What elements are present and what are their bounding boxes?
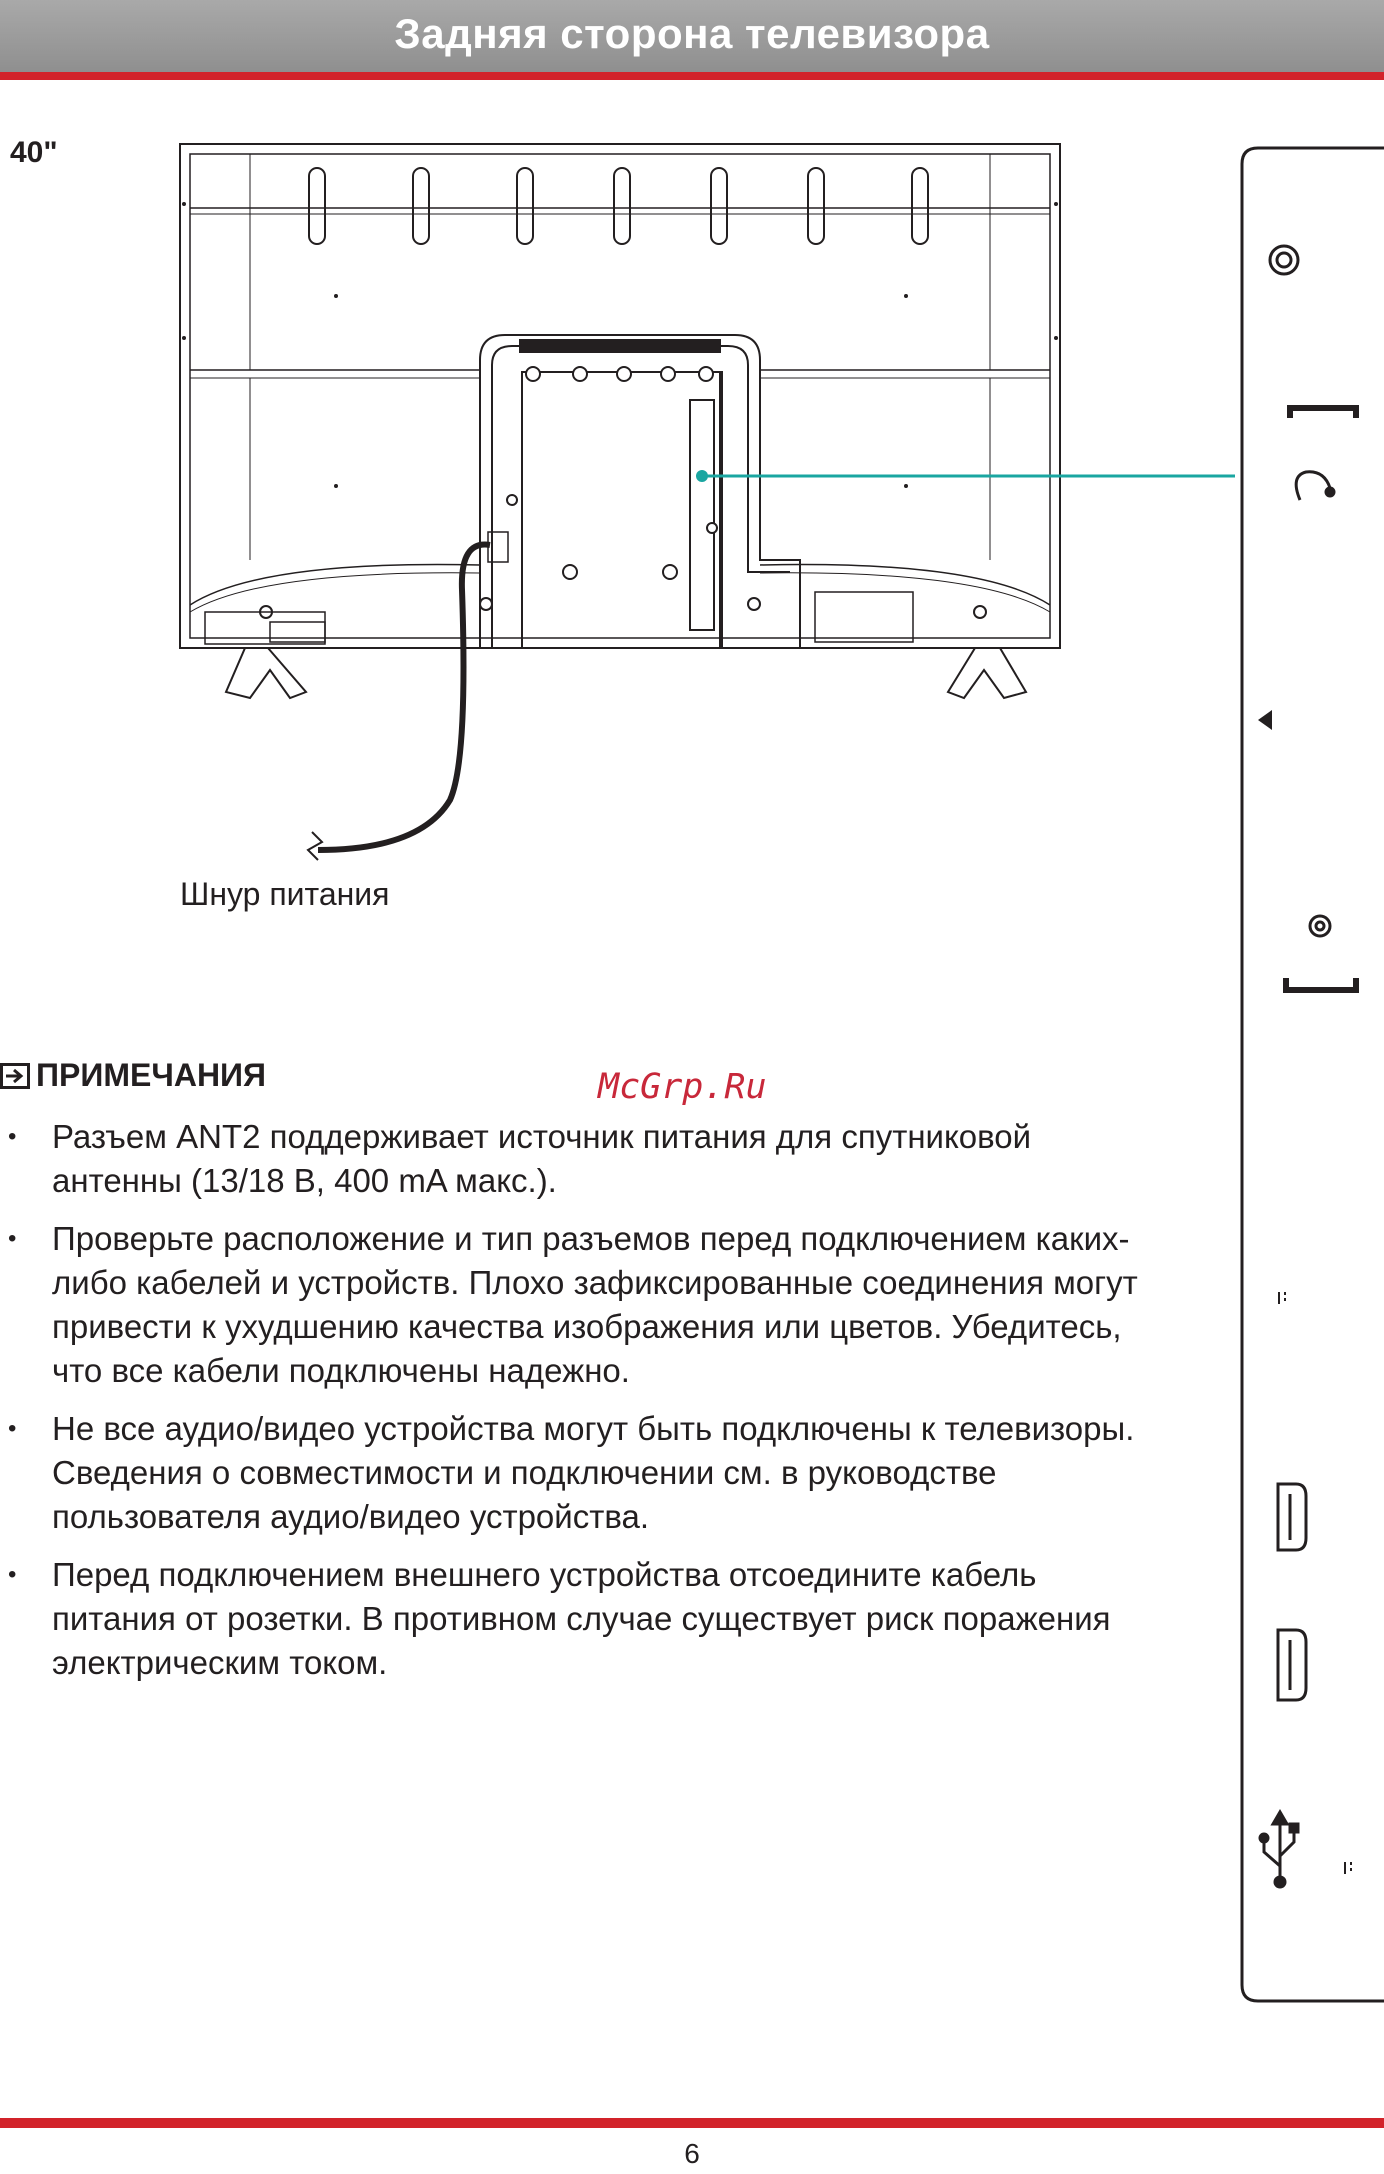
list-item [0, 1553, 1160, 1685]
list-item [0, 1407, 1160, 1539]
vesa-slots [309, 168, 928, 244]
bracket-bottom-icon [1286, 978, 1356, 990]
list-item [0, 1217, 1160, 1393]
side-connector-panel [1242, 148, 1384, 2001]
note-text: Перед подключением внешнего устройства отсоедините кабель питания от розетки. В противном случае существует риск поражения электрическим током. [52, 1556, 1111, 1681]
speaker-boxes [205, 592, 913, 644]
tv-stands [226, 648, 1026, 698]
notes-list [0, 1115, 1160, 1699]
page-number: 6 [684, 2138, 700, 2169]
list-item [0, 1115, 1160, 1203]
notes-heading-text: ПРИМЕЧАНИЯ [36, 1057, 267, 1093]
notes-heading [0, 1057, 266, 1094]
small-marks [1278, 1292, 1352, 1874]
page-title: Задняя сторона телевизора [394, 10, 990, 57]
hdmi-port-icon [1278, 1630, 1306, 1700]
bullet: • [8, 1225, 17, 1252]
bullet: • [8, 1415, 17, 1442]
footer-rule [0, 2118, 1384, 2128]
bullet: • [8, 1123, 17, 1150]
note-text: Не все аудио/видео устройства могут быть подключены к телевизоры. Сведения о совместимости и подключении см. в руководстве пользователя аудио/видео устройства. [52, 1410, 1135, 1535]
satellite-jack-icon [1310, 916, 1330, 936]
note-arrow-icon [0, 1063, 30, 1089]
note-text: Проверьте расположение и тип разъемов перед подключением каких-либо кабелей и устройств. Плохо зафиксированные соединения могут привести к ухудшению качества изображения или цветов. Убедитесь, что все кабели подключены надежно. [52, 1220, 1138, 1389]
connector-pointer [696, 470, 1235, 482]
antenna-jack-icon [1270, 246, 1298, 274]
screws [260, 367, 986, 618]
watermark: McGrp.Ru [598, 1067, 767, 1107]
tv-size-label: 40" [10, 136, 58, 169]
eject-triangle-icon [1258, 710, 1272, 730]
power-cord-label: Шнур питания [180, 876, 390, 912]
power-cord [308, 532, 508, 860]
center-bracket [190, 335, 1050, 648]
bullet: • [8, 1561, 17, 1588]
note-text: Разъем ANT2 поддерживает источник питания для спутниковой антенны (13/18 В, 400 mA макс.). [52, 1118, 1032, 1199]
usb-icon [1260, 1812, 1298, 1887]
headphone-icon [1296, 472, 1334, 500]
hdmi-port-icon [1278, 1484, 1306, 1550]
bracket-top-icon [1290, 408, 1356, 418]
